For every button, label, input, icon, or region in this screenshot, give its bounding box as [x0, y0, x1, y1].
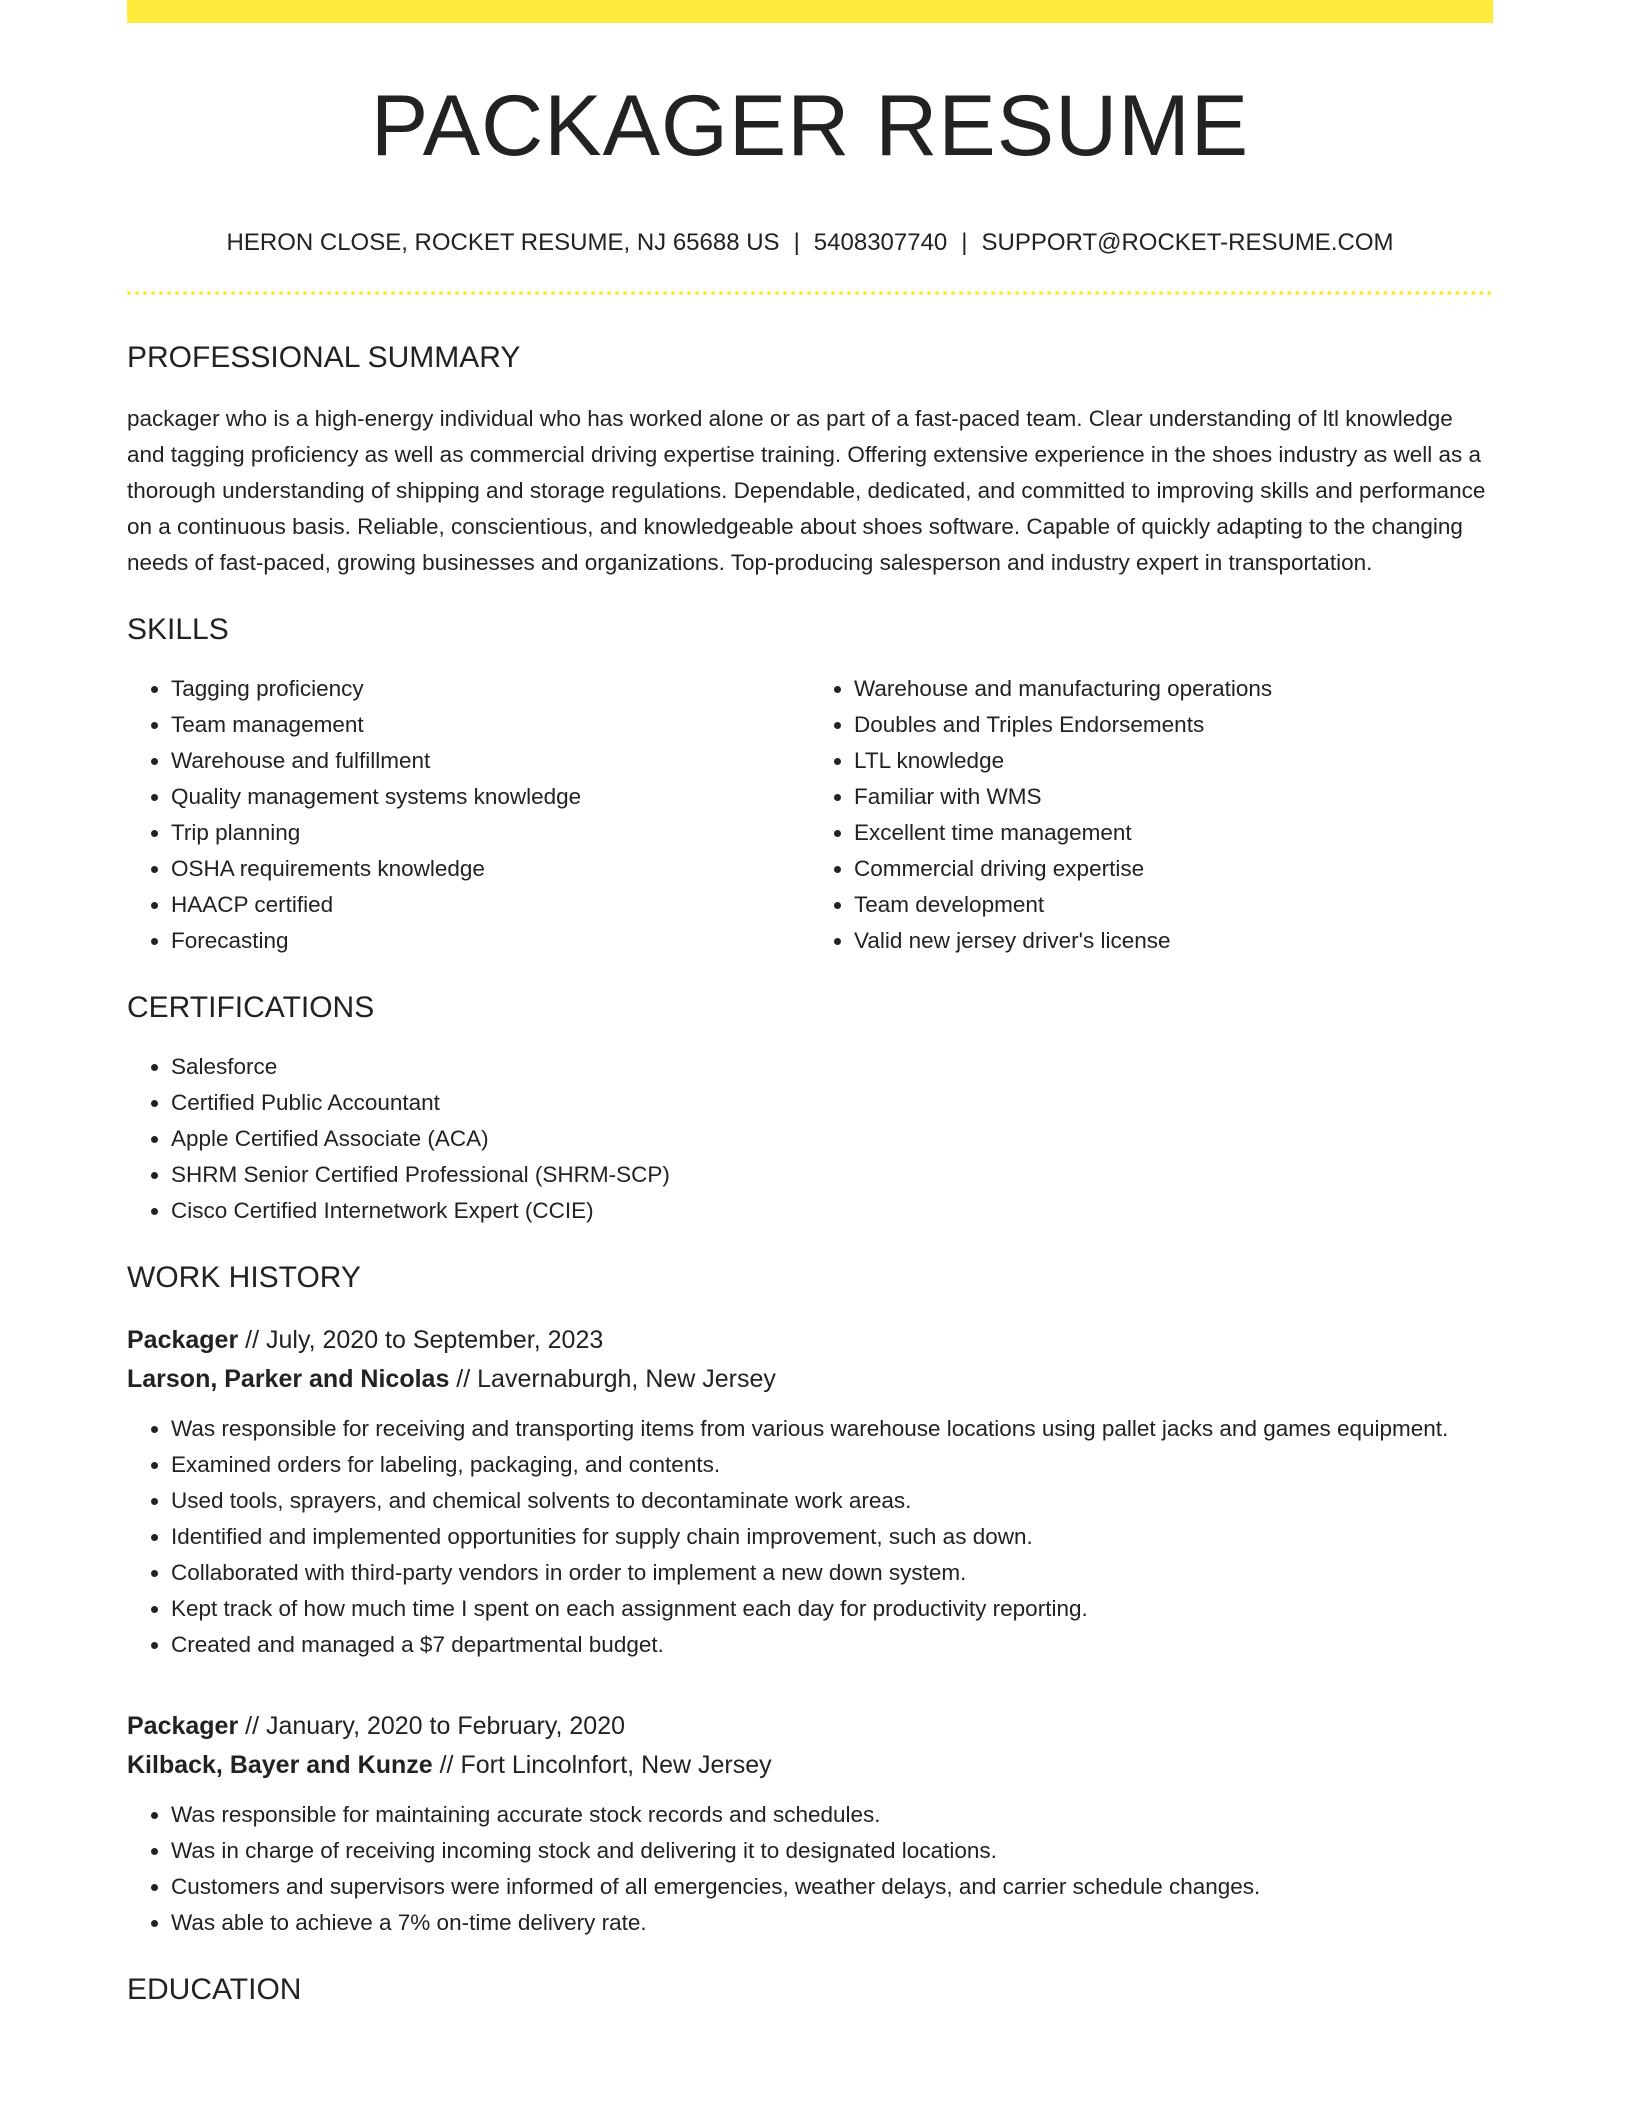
work-history-heading: WORK HISTORY: [127, 1261, 361, 1294]
work-history-section: [127, 1261, 1493, 1941]
education-section: [127, 1973, 1493, 2007]
job-company: Kilback, Bayer and Kunze: [127, 1751, 433, 1779]
contact-address: HERON CLOSE, ROCKET RESUME, NJ 65688 US: [226, 229, 780, 256]
job-entry: [127, 1707, 1493, 1941]
header-divider: [127, 291, 1493, 295]
skill-item: • Excellent time management: [854, 815, 1493, 851]
job-bullet: • Used tools, sprayers, and chemical solvents to decontaminate work areas.: [171, 1483, 1493, 1519]
job-company-line: [127, 1360, 1493, 1399]
skill-item: • Commercial driving expertise: [854, 851, 1493, 887]
contact-separator: |: [961, 229, 968, 256]
job-bullet: • Was in charge of receiving incoming stock and delivering it to designated locations.: [171, 1833, 1493, 1869]
resume-title: PACKAGER RESUME: [370, 78, 1250, 174]
certification-item: • SHRM Senior Certified Professional (SHRM-SCP): [171, 1157, 1493, 1193]
resume-page: [127, 0, 1493, 2007]
skill-item: • Trip planning: [171, 815, 810, 851]
summary-section: [127, 341, 1493, 581]
skill-item: • Quality management systems knowledge: [171, 779, 810, 815]
skills-columns: [127, 671, 1493, 959]
skill-item: • Warehouse and fulfillment: [171, 743, 810, 779]
certification-item: • Cisco Certified Internetwork Expert (CCIE): [171, 1193, 1493, 1229]
skill-item: • Doubles and Triples Endorsements: [854, 707, 1493, 743]
job-bullet: • Collaborated with third-party vendors in order to implement a new down system.: [171, 1555, 1493, 1591]
skill-item: • Tagging proficiency: [171, 671, 810, 707]
skill-item: • Team management: [171, 707, 810, 743]
job-company: Larson, Parker and Nicolas: [127, 1365, 450, 1393]
certifications-heading: CERTIFICATIONS: [127, 991, 375, 1024]
job-bullets: [127, 1797, 1493, 1941]
skills-list-right: [810, 671, 1493, 959]
skills-heading: SKILLS: [127, 613, 229, 646]
skill-item: • Team development: [854, 887, 1493, 923]
certification-item: • Certified Public Accountant: [171, 1085, 1493, 1121]
skill-item: • LTL knowledge: [854, 743, 1493, 779]
certification-item: • Salesforce: [171, 1049, 1493, 1085]
contact-line: [127, 229, 1493, 257]
job-bullet: • Was able to achieve a 7% on-time delivery rate.: [171, 1905, 1493, 1941]
summary-text: packager who is a high-energy individual who has worked alone or as part of a fast-paced team. Clear understanding of ltl knowledge and tagging proficiency as well as commercial driving expertise training. Offering extensive experience in the shoes industry as well as a thorough understanding of shipping and storage regulations. Dependable, dedicated, and committed to improving skills and performance on a continuous basis. Reliable, conscientious, and knowledgeable about shoes software. Capable of quickly adapting to the changing needs of fast-paced, growing businesses and organizations. Top-producing salesperson and industry expert in transportation.: [127, 406, 1486, 575]
skill-item: • HAACP certified: [171, 887, 810, 923]
job-title-line: [127, 1321, 1493, 1360]
certifications-section: [127, 991, 1493, 1229]
job-dates: // January, 2020 to February, 2020: [238, 1712, 626, 1740]
skill-item: • Warehouse and manufacturing operations: [854, 671, 1493, 707]
certification-item: • Apple Certified Associate (ACA): [171, 1121, 1493, 1157]
skill-item: • OSHA requirements knowledge: [171, 851, 810, 887]
job-bullet: • Was responsible for maintaining accurate stock records and schedules.: [171, 1797, 1493, 1833]
job-bullets: [127, 1411, 1493, 1663]
job-bullet: • Examined orders for labeling, packaging, and contents.: [171, 1447, 1493, 1483]
job-bullet: • Created and managed a $7 departmental budget.: [171, 1627, 1493, 1663]
job-location: // Fort Lincolnfort, New Jersey: [432, 1751, 772, 1779]
skill-item: • Forecasting: [171, 923, 810, 959]
certifications-list: [127, 1049, 1493, 1229]
skill-item: • Familiar with WMS: [854, 779, 1493, 815]
job-dates: // July, 2020 to September, 2023: [238, 1326, 604, 1354]
skills-list-left: [127, 671, 810, 959]
job-bullet: • Kept track of how much time I spent on each assignment each day for productivity reporting.: [171, 1591, 1493, 1627]
job-title: Packager: [127, 1326, 239, 1354]
skill-item: • Valid new jersey driver's license: [854, 923, 1493, 959]
job-bullet: • Customers and supervisors were informed of all emergencies, weather delays, and carrier schedule changes.: [171, 1869, 1493, 1905]
job-entry: [127, 1321, 1493, 1663]
job-location: // Lavernaburgh, New Jersey: [449, 1365, 776, 1393]
education-heading: EDUCATION: [127, 1973, 302, 2006]
contact-email: SUPPORT@ROCKET-RESUME.COM: [981, 229, 1394, 256]
contact-phone: 5408307740: [813, 229, 948, 256]
job-company-line: [127, 1746, 1493, 1785]
job-title-line: [127, 1707, 1493, 1746]
summary-heading: PROFESSIONAL SUMMARY: [127, 341, 521, 374]
top-accent-bar: [127, 0, 1493, 23]
job-bullet: • Was responsible for receiving and transporting items from various warehouse locations using pallet jacks and games equipment.: [171, 1411, 1493, 1447]
job-bullet: • Identified and implemented opportunities for supply chain improvement, such as down.: [171, 1519, 1493, 1555]
skills-section: [127, 613, 1493, 959]
job-title: Packager: [127, 1712, 239, 1740]
contact-separator: |: [793, 229, 800, 256]
